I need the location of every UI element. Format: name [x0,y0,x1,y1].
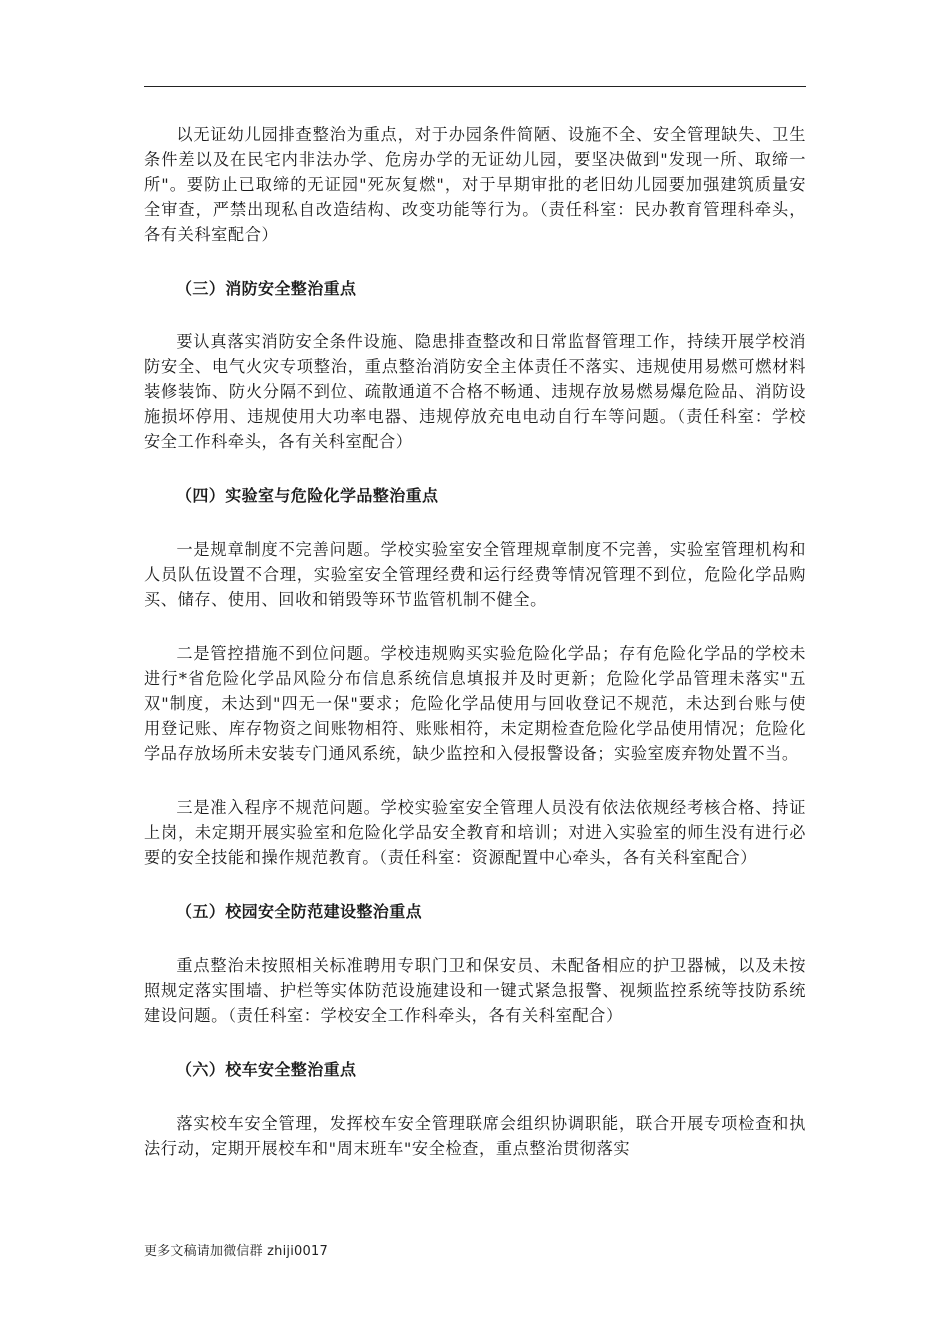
paragraph-unlicensed-kindergartens: 以无证幼儿园排查整治为重点，对于办园条件简陋、设施不全、安全管理缺失、卫生条件差以及在民宅内非法办学、危房办学的无证幼儿园，要坚决做到"发现一所、取缔一所"。要防止已取缔的无证园"死灰复燃"，对于早期审批的老旧幼儿园要加强建筑质量安全审查，严禁出现私自改造结构、改变功能等行为。（责任科室：民办教育管理科牵头，各有关科室配合） [144,125,806,244]
section-heading-school-bus: （六）校车安全整治重点 [176,1060,357,1079]
section-heading-campus-security: （五）校园安全防范建设整治重点 [176,902,423,921]
paragraph-school-bus: 落实校车安全管理，发挥校车安全管理联席会组织协调职能，联合开展专项检查和执法行动，定期开展校车和"周末班车"安全检查，重点整治贯彻落实 [144,1114,806,1158]
paragraph-campus-security: 重点整治未按照相关标准聘用专职门卫和保安员、未配备相应的护卫器械，以及未按照规定落实围墙、护栏等实体防范设施建设和一键式紧急报警、视频监控系统等技防系统建设问题。（责任科室：学校安全工作科牵头，各有关科室配合） [144,956,806,1025]
paragraph-fire-safety: 要认真落实消防安全条件设施、隐患排查整改和日常监督管理工作，持续开展学校消防安全、电气火灾专项整治，重点整治消防安全主体责任不落实、违规使用易燃可燃材料装修装饰、防火分隔不到位、疏散通道不合格不畅通、违规存放易燃易爆危险品、消防设施损坏停用、违规使用大功率电器、违规停放充电电动自行车等问题。（责任科室：学校安全工作科牵头，各有关科室配合） [144,332,806,451]
header-rule [144,86,806,87]
document-body [144,122,806,1161]
section-heading-lab-chemicals: （四）实验室与危险化学品整治重点 [176,486,439,505]
section-heading-fire-safety: （三）消防安全整治重点 [176,279,357,298]
paragraph-lab-rules: 一是规章制度不完善问题。学校实验室安全管理规章制度不完善，实验室管理机构和人员队伍设置不合理，实验室安全管理经费和运行经费等情况管理不到位，危险化学品购买、储存、使用、回收和销毁等环节监管机制不健全。 [144,540,806,609]
paragraph-lab-controls: 二是管控措施不到位问题。学校违规购买实验危险化学品；存有危险化学品的学校未进行*省危险化学品风险分布信息系统信息填报并及时更新；危险化学品管理未落实"五双"制度，未达到"四无一保"要求；危险化学品使用与回收登记不规范，未达到台账与使用登记账、库存物资之间账物相符、账账相符，未定期检查危险化学品使用情况；危险化学品存放场所未安装专门通风系统，缺少监控和入侵报警设备；实验室废弃物处置不当。 [144,644,806,763]
page-footer: 更多文稿请加微信群 zhiji0017 [144,1244,328,1259]
paragraph-lab-access: 三是准入程序不规范问题。学校实验室安全管理人员没有依法依规经考核合格、持证上岗，未定期开展实验室和危险化学品安全教育和培训；对进入实验室的师生没有进行必要的安全技能和操作规范教育。（责任科室：资源配置中心牵头，各有关科室配合） [144,798,806,867]
